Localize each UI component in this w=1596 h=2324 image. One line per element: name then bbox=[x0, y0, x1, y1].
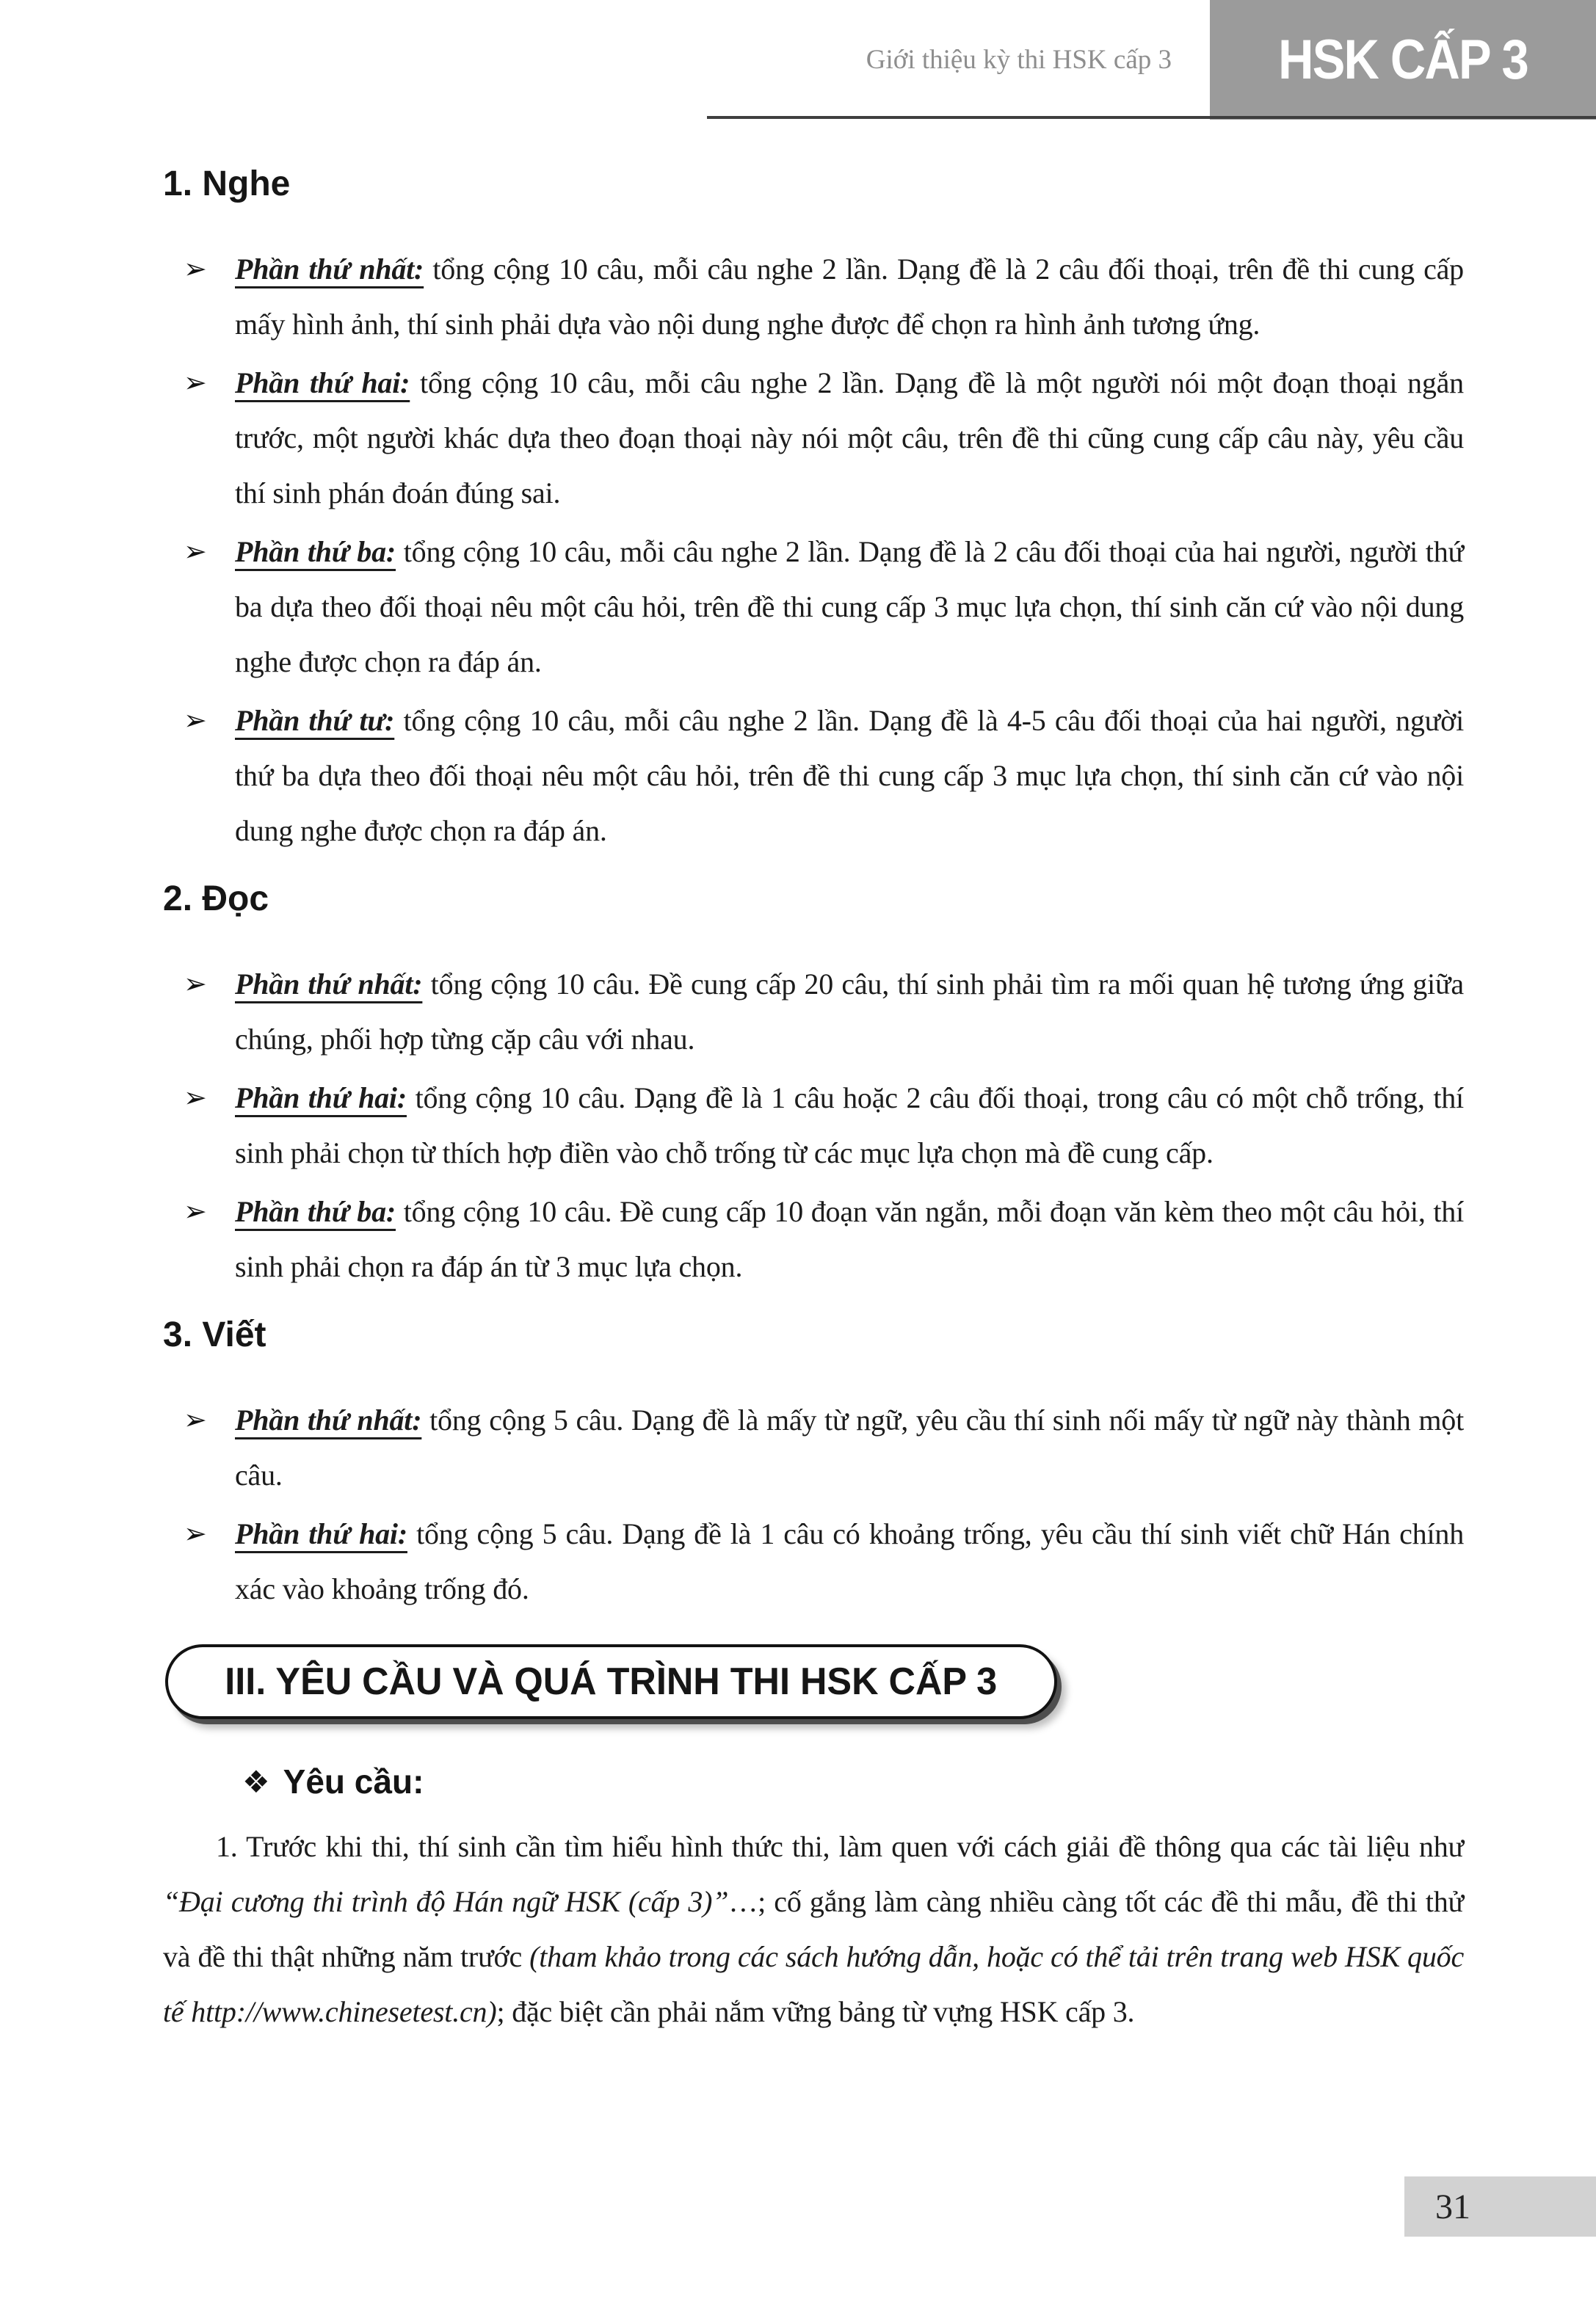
bullet-label: Phần thứ ba: bbox=[235, 535, 396, 568]
section-heading-doc: 2. Đọc bbox=[163, 879, 269, 918]
bullet-item bbox=[163, 524, 1464, 689]
bullet-label: Phần thứ tư: bbox=[235, 704, 395, 737]
bullet-text: tổng cộng 5 câu. Dạng đề là 1 câu có khoảng trống, yêu cầu thí sinh viết chữ Hán chính xác vào khoảng trống đó. bbox=[235, 1517, 1464, 1605]
section-banner bbox=[165, 1644, 1057, 1719]
arrow-bullet-icon: ➢ bbox=[184, 366, 207, 399]
diamond-marker-icon: ❖ bbox=[242, 1763, 270, 1800]
bullet-item bbox=[163, 1392, 1464, 1503]
paragraph-run: …; cố gắng làm càng nhiều càng tốt các đề thi mẫu, đề thi thử và đề thi thật những năm trước bbox=[163, 1885, 1464, 1973]
arrow-bullet-icon: ➢ bbox=[184, 1517, 207, 1550]
bullet-text: tổng cộng 10 câu, mỗi câu nghe 2 lần. Dạng đề là 2 câu đối thoại, trên đề thi cung cấp mấy hình ảnh, thí sinh phải dựa vào nội dung nghe được để chọn ra hình ảnh tương ứng. bbox=[235, 253, 1464, 341]
arrow-bullet-icon: ➢ bbox=[184, 253, 207, 285]
requirements-heading bbox=[242, 1762, 1464, 1801]
requirements-heading-label: Yêu cầu: bbox=[283, 1762, 424, 1801]
section-heading-viet: 3. Viết bbox=[163, 1315, 266, 1354]
arrow-bullet-icon: ➢ bbox=[184, 535, 207, 567]
bullet-label: Phần thứ hai: bbox=[235, 1517, 407, 1550]
bullet-label: Phần thứ ba: bbox=[235, 1195, 396, 1228]
bullet-item bbox=[163, 1070, 1464, 1180]
hsk-level-badge-label: HSK CẤP 3 bbox=[1278, 29, 1528, 91]
bullet-text: tổng cộng 5 câu. Dạng đề là mấy từ ngữ, yêu cầu thí sinh nối mấy từ ngữ này thành một câu. bbox=[235, 1404, 1464, 1492]
bullet-item bbox=[163, 355, 1464, 520]
section-banner-title: III. YÊU CẦU VÀ QUÁ TRÌNH THI HSK CẤP 3 bbox=[225, 1660, 998, 1703]
section-heading-nghe: 1. Nghe bbox=[163, 164, 291, 203]
bullet-text: tổng cộng 10 câu. Đề cung cấp 20 câu, thí sinh phải tìm ra mối quan hệ tương ứng giữa chúng, phối hợp từng cặp câu với nhau. bbox=[235, 967, 1464, 1056]
arrow-bullet-icon: ➢ bbox=[184, 1404, 207, 1436]
paragraph-run: ; đặc biệt cần phải nắm vững bảng từ vựng HSK cấp 3. bbox=[496, 1995, 1135, 2028]
bullet-label: Phần thứ nhất: bbox=[235, 1404, 422, 1437]
bullet-item bbox=[163, 956, 1464, 1067]
page-number-badge bbox=[1404, 2176, 1596, 2237]
arrow-bullet-icon: ➢ bbox=[184, 967, 207, 1000]
bullet-text: tổng cộng 10 câu, mỗi câu nghe 2 lần. Dạng đề là 2 câu đối thoại của hai người, người thứ ba dựa theo đối thoại nêu một câu hỏi, trên đề thi cung cấp 3 mục lựa chọn, thí sinh căn cứ vào nội dung nghe được chọn ra đáp án. bbox=[235, 535, 1464, 678]
bullet-text: tổng cộng 10 câu, mỗi câu nghe 2 lần. Dạng đề là một người nói một đoạn thoại ngắn trước, một người khác dựa theo đoạn thoại này nói một câu, trên đề thi cũng cung cấp câu này, yêu cầu thí sinh phán đoán đúng sai. bbox=[235, 366, 1464, 509]
running-title: Giới thiệu kỳ thi HSK cấp 3 bbox=[866, 45, 1172, 75]
bullet-item bbox=[163, 1184, 1464, 1294]
bullet-label: Phần thứ hai: bbox=[235, 1081, 407, 1114]
bullet-text: tổng cộng 10 câu. Dạng đề là 1 câu hoặc 2 câu đối thoại, trong câu có một chỗ trống, thí sinh phải chọn từ thích hợp điền vào chỗ trống từ các mục lựa chọn mà đề cung cấp. bbox=[235, 1081, 1464, 1169]
paragraph-run-italic: (tham khảo trong các sách hướng dẫn, hoặc có thể tải trên trang web HSK quốc tế http://www.chinesetest.cn) bbox=[163, 1940, 1465, 2028]
page-number: 31 bbox=[1435, 2187, 1470, 2226]
arrow-bullet-icon: ➢ bbox=[184, 704, 207, 736]
paragraph-run-italic: “Đại cương thi trình độ Hán ngữ HSK (cấp 3)” bbox=[163, 1885, 729, 1918]
bullet-item bbox=[163, 693, 1464, 858]
arrow-bullet-icon: ➢ bbox=[184, 1081, 207, 1114]
bullet-item bbox=[163, 242, 1464, 352]
paragraph-run: 1. Trước khi thi, thí sinh cần tìm hiểu hình thức thi, làm quen với cách giải đề thông qua các tài liệu như bbox=[216, 1830, 1464, 1863]
bullet-label: Phần thứ nhất: bbox=[235, 967, 423, 1001]
bullet-label: Phần thứ hai: bbox=[235, 366, 410, 399]
requirements-paragraph bbox=[163, 1819, 1464, 2039]
bullet-text: tổng cộng 10 câu. Đề cung cấp 10 đoạn văn ngắn, mỗi đoạn văn kèm theo một câu hỏi, thí sinh phải chọn ra đáp án từ 3 mục lựa chọn. bbox=[235, 1195, 1464, 1283]
bullet-text: tổng cộng 10 câu, mỗi câu nghe 2 lần. Dạng đề là 4-5 câu đối thoại của hai người, người thứ ba dựa theo đối thoại nêu một câu hỏi, trên đề thi cung cấp 3 mục lựa chọn, thí sinh căn cứ vào nội dung nghe được chọn ra đáp án. bbox=[235, 704, 1464, 847]
arrow-bullet-icon: ➢ bbox=[184, 1195, 207, 1227]
bullet-item bbox=[163, 1506, 1464, 1616]
bullet-label: Phần thứ nhất: bbox=[235, 253, 424, 286]
